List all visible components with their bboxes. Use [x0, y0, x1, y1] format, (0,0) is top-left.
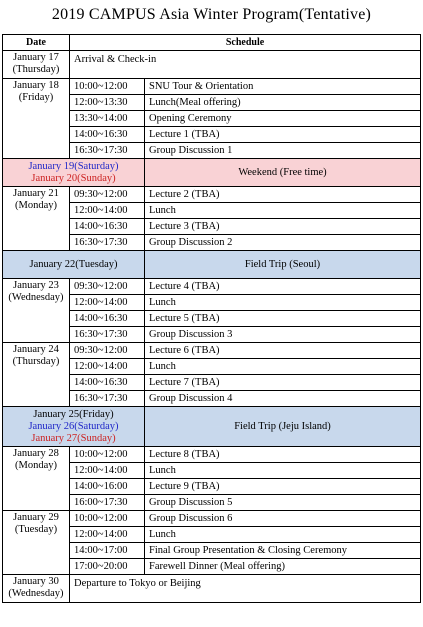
date-cell	[3, 447, 70, 511]
weekday-label: (Thursday)	[12, 63, 60, 75]
event-cell: Final Group Presentation & Closing Ceremony	[145, 543, 421, 559]
event-cell: Group Discussion 6	[145, 511, 421, 527]
date-cell	[3, 79, 70, 159]
table-row	[3, 79, 421, 95]
time-cell: 17:00~20:00	[70, 559, 145, 575]
event-cell: Lecture 5 (TBA)	[145, 311, 421, 327]
event-cell: Lecture 7 (TBA)	[145, 375, 421, 391]
event-cell: Group Discussion 2	[145, 235, 421, 251]
event-cell: Lunch	[145, 527, 421, 543]
event-cell: Opening Ceremony	[145, 111, 421, 127]
time-cell: 16:30~17:30	[70, 235, 145, 251]
time-cell: 10:00~12:00	[70, 79, 145, 95]
event-cell: Lunch(Meal offering)	[145, 95, 421, 111]
time-cell: 14:00~16:30	[70, 127, 145, 143]
table-row	[3, 187, 421, 203]
sunday-label: January 20(Sunday)	[31, 172, 116, 184]
time-cell: 16:00~17:30	[70, 495, 145, 511]
time-cell: 16:30~17:30	[70, 143, 145, 159]
time-cell: 14:00~16:30	[70, 311, 145, 327]
time-cell: 14:00~16:00	[70, 479, 145, 495]
time-cell: 16:30~17:30	[70, 391, 145, 407]
time-cell: 10:00~12:00	[70, 447, 145, 463]
weekday-label: (Monday)	[15, 199, 57, 211]
field-trip-row	[3, 407, 421, 447]
page-title: 2019 CAMPUS Asia Winter Program(Tentative)	[51, 6, 372, 23]
time-cell: 12:00~13:30	[70, 95, 145, 111]
date-cell	[3, 187, 70, 251]
event-cell: Group Discussion 5	[145, 495, 421, 511]
time-cell: 09:30~12:00	[70, 187, 145, 203]
sunday-label: January 27(Sunday)	[31, 432, 116, 444]
saturday-label: January 19(Saturday)	[28, 160, 119, 172]
date-label: January 30	[13, 576, 59, 587]
event-cell: Group Discussion 3	[145, 327, 421, 343]
time-cell: 12:00~14:00	[70, 359, 145, 375]
date-cell	[3, 575, 70, 603]
event-cell: Lecture 3 (TBA)	[145, 219, 421, 235]
weekday-label: (Wednesday)	[8, 291, 64, 303]
date-label: January 21	[13, 188, 59, 199]
table-row	[3, 279, 421, 295]
event-cell: Group Discussion 4	[145, 391, 421, 407]
date-cell	[3, 51, 70, 79]
event-cell: Lunch	[145, 463, 421, 479]
time-cell: 09:30~12:00	[70, 343, 145, 359]
weekday-label: (Friday)	[18, 91, 54, 103]
date-cell	[3, 407, 145, 447]
event-cell: Lunch	[145, 295, 421, 311]
date-label: January 18	[13, 80, 59, 91]
date-cell	[3, 343, 70, 407]
field-trip-row	[3, 251, 421, 279]
date-label: January 24	[13, 344, 59, 355]
weekday-label: (Tuesday)	[14, 523, 58, 535]
time-cell: 10:00~12:00	[70, 511, 145, 527]
event-cell: Arrival & Check-in	[70, 51, 421, 79]
event-cell: Departure to Tokyo or Beijing	[70, 575, 421, 603]
time-cell: 12:00~14:00	[70, 463, 145, 479]
event-cell: Lecture 4 (TBA)	[145, 279, 421, 295]
weekday-label: (Monday)	[15, 459, 57, 471]
event-cell: Group Discussion 1	[145, 143, 421, 159]
friday-label: January 25(Friday)	[33, 408, 114, 420]
event-cell: Field Trip (Seoul)	[145, 251, 421, 279]
table-row	[3, 447, 421, 463]
table-row	[3, 51, 421, 79]
schedule-table	[2, 34, 421, 603]
event-cell: Lunch	[145, 203, 421, 219]
table-header-row	[3, 35, 421, 51]
time-cell: 14:00~16:30	[70, 375, 145, 391]
event-cell: Lecture 2 (TBA)	[145, 187, 421, 203]
date-cell	[3, 159, 145, 187]
event-cell: Lunch	[145, 359, 421, 375]
event-cell: Farewell Dinner (Meal offering)	[145, 559, 421, 575]
date-label: January 29	[13, 512, 59, 523]
date-label: January 17	[13, 52, 59, 63]
event-cell: Lecture 6 (TBA)	[145, 343, 421, 359]
date-cell	[3, 511, 70, 575]
event-cell: Field Trip (Jeju Island)	[145, 407, 421, 447]
time-cell: 12:00~14:00	[70, 295, 145, 311]
date-cell: January 22(Tuesday)	[3, 251, 145, 279]
weekday-label: (Wednesday)	[8, 587, 64, 599]
table-row	[3, 343, 421, 359]
time-cell: 09:30~12:00	[70, 279, 145, 295]
saturday-label: January 26(Saturday)	[28, 420, 119, 432]
table-row	[3, 575, 421, 603]
time-cell: 14:00~17:00	[70, 543, 145, 559]
event-cell: Weekend (Free time)	[145, 159, 421, 187]
time-cell: 14:00~16:30	[70, 219, 145, 235]
date-label: January 23	[13, 280, 59, 291]
event-cell: Lecture 8 (TBA)	[145, 447, 421, 463]
schedule-column-header: Schedule	[70, 35, 421, 51]
table-row	[3, 511, 421, 527]
date-label: January 28	[13, 448, 59, 459]
time-cell: 12:00~14:00	[70, 527, 145, 543]
date-cell	[3, 279, 70, 343]
date-column-header: Date	[3, 35, 70, 51]
time-cell: 12:00~14:00	[70, 203, 145, 219]
weekday-label: (Thursday)	[12, 355, 60, 367]
event-cell: Lecture 9 (TBA)	[145, 479, 421, 495]
event-cell: SNU Tour & Orientation	[145, 79, 421, 95]
event-cell: Lecture 1 (TBA)	[145, 127, 421, 143]
time-cell: 16:30~17:30	[70, 327, 145, 343]
weekend-row	[3, 159, 421, 187]
time-cell: 13:30~14:00	[70, 111, 145, 127]
